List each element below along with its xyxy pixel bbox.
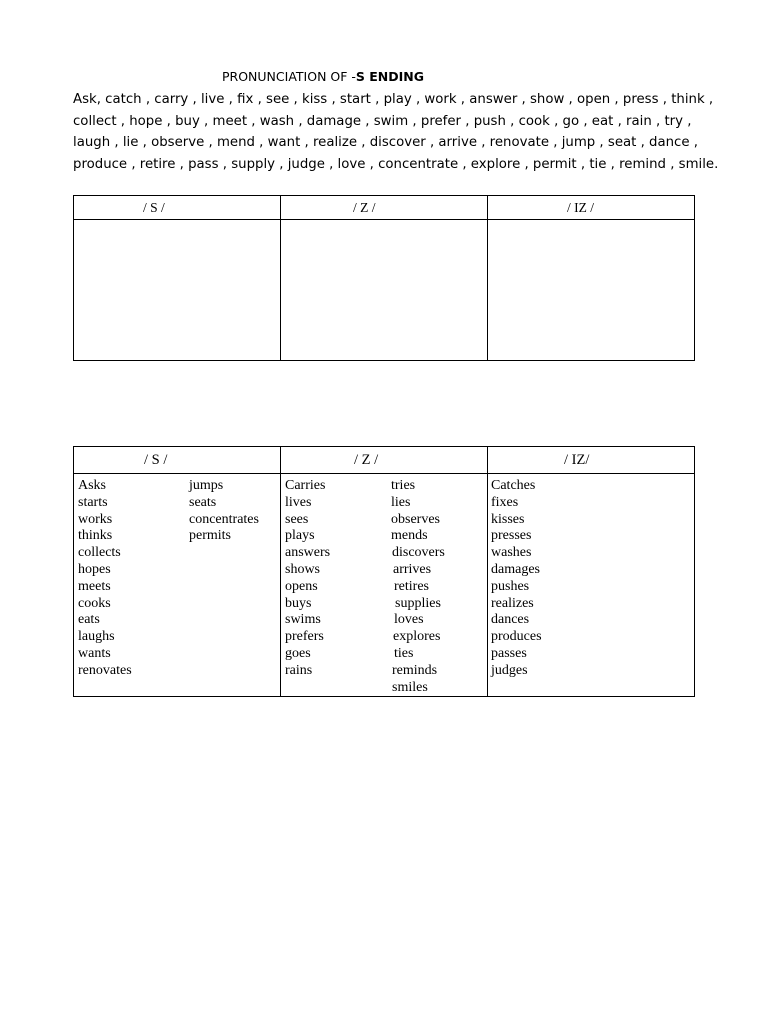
word-item: Catches: [491, 478, 536, 493]
word-item: discovers: [392, 545, 445, 561]
word-item: meets: [78, 578, 111, 594]
cell-iz: [488, 474, 695, 697]
word-list-line: laugh , lie , observe , mend , want , realize , discover , arrive , renovate , jump , seat , dance ,: [73, 135, 698, 150]
word-list-line: collect , hope , buy , meet , wash , damage , swim , prefer , push , cook , go , eat , rain , try ,: [73, 113, 692, 129]
word-list-line: Ask, catch , carry , live , fix , see , kiss , start , play , work , answer , show , open , press , think ,: [73, 92, 714, 107]
s-words-col2: [189, 478, 259, 545]
word-item: hopes: [78, 561, 111, 577]
word-item: wants: [78, 645, 111, 661]
word-item: lives: [285, 494, 312, 510]
word-item: lies: [391, 494, 411, 510]
word-item: opens: [285, 578, 318, 594]
word-item: sees: [285, 511, 309, 527]
title-prefix: PRONUNCIATION OF -: [222, 69, 356, 84]
cell-z: [281, 474, 488, 697]
word-item: collects: [78, 545, 121, 561]
z-words-col2: [391, 478, 445, 696]
word-item: retires: [394, 578, 429, 594]
z-words-col1: [285, 478, 330, 680]
word-item: prefers: [285, 629, 324, 645]
word-item: mends: [391, 528, 428, 544]
word-item: washes: [491, 545, 532, 561]
word-item: laughs: [78, 629, 115, 645]
answer-cell-iz[interactable]: [488, 220, 695, 361]
word-item: thinks: [78, 528, 113, 544]
word-item: buys: [285, 595, 312, 611]
word-item: works: [78, 511, 113, 527]
word-item: answers: [285, 545, 331, 561]
word-item: explores: [393, 629, 441, 645]
word-list-line: produce , retire , pass , supply , judge , love , concentrate , explore , permit , tie , remind , smile.: [73, 156, 719, 172]
word-item: plays: [285, 528, 315, 544]
word-item: damages: [491, 561, 540, 577]
word-item: ties: [394, 645, 414, 661]
header-iz: / IZ/: [488, 447, 695, 474]
header-z: / Z /: [281, 196, 488, 220]
word-item: Carries: [285, 478, 326, 493]
word-item: Asks: [78, 478, 107, 493]
cell-s: [74, 474, 281, 697]
word-item: dances: [491, 612, 530, 628]
header-z: / Z /: [281, 447, 488, 474]
word-item: pushes: [491, 578, 530, 594]
word-item: judges: [491, 662, 528, 678]
word-item: starts: [78, 494, 108, 510]
word-item: swims: [285, 612, 321, 628]
word-item: fixes: [491, 494, 519, 510]
word-item: shows: [285, 561, 321, 577]
title-bold: S ENDING: [355, 69, 425, 84]
answer-key-table: [73, 446, 695, 697]
word-item: arrives: [393, 561, 432, 577]
word-item: seats: [189, 494, 217, 510]
word-item: jumps: [189, 478, 224, 493]
header-s: / S /: [74, 196, 281, 220]
word-item: observes: [391, 511, 440, 527]
word-item: concentrates: [189, 511, 259, 527]
word-item: produces: [491, 629, 542, 645]
word-item: realizes: [491, 595, 534, 611]
word-item: rains: [285, 662, 313, 678]
word-item: smiles: [392, 679, 428, 695]
answer-cell-z[interactable]: [281, 220, 488, 361]
word-item: reminds: [392, 662, 438, 678]
word-item: tries: [391, 478, 416, 493]
word-item: renovates: [78, 662, 132, 678]
blank-sorting-table: [73, 195, 695, 361]
word-item: kisses: [491, 511, 525, 527]
word-item: cooks: [78, 595, 111, 611]
word-item: goes: [285, 645, 311, 661]
word-item: eats: [78, 612, 100, 628]
page-title: [222, 69, 424, 84]
s-words-col1: [78, 478, 132, 680]
header-iz: / IZ /: [488, 196, 695, 220]
word-item: passes: [491, 645, 527, 661]
word-item: presses: [491, 528, 532, 544]
word-item: loves: [394, 612, 424, 628]
header-s: / S /: [74, 447, 281, 474]
word-item: permits: [189, 528, 231, 544]
word-list: [73, 89, 719, 175]
word-item: supplies: [395, 595, 441, 611]
answer-cell-s[interactable]: [74, 220, 281, 361]
iz-words-col: [491, 478, 542, 680]
